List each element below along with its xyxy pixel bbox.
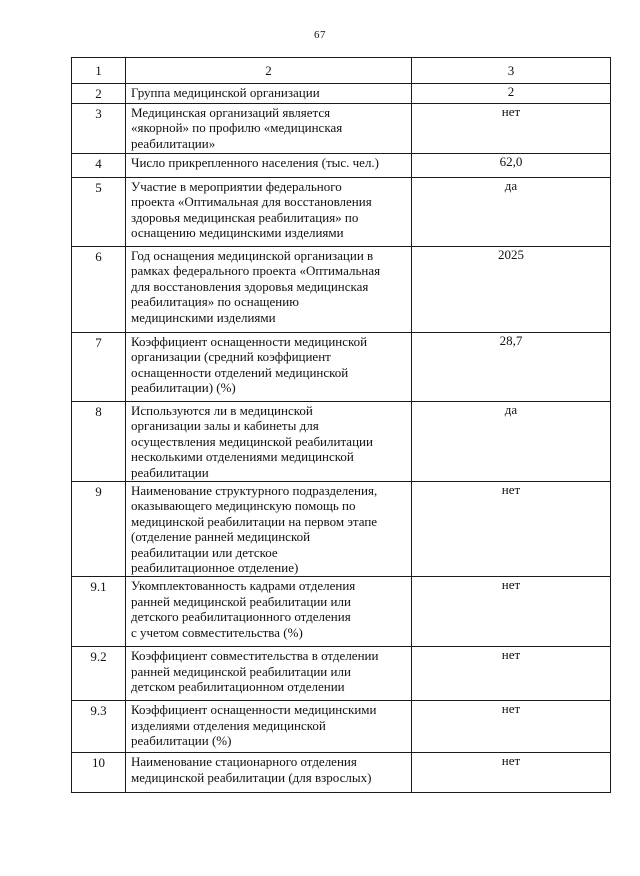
row-number: 5	[72, 178, 126, 247]
table-row	[72, 104, 611, 154]
row-value: нет	[412, 482, 611, 577]
row-number: 8	[72, 402, 126, 482]
row-value: 2025	[412, 247, 611, 333]
row-value: нет	[412, 647, 611, 701]
row-value: 2	[412, 84, 611, 104]
row-number: 10	[72, 753, 126, 793]
table-row	[72, 647, 611, 701]
row-indicator: Наименование структурного подразделения, оказывающего медицинскую помощь по медицинской реабилитации на первом этапе (отделение ранней медицинской реабилитации или детское реабилитационное отделение)	[126, 482, 412, 577]
row-number: 3	[72, 104, 126, 154]
row-indicator: Группа медицинской организации	[126, 84, 412, 104]
row-indicator: Наименование стационарного отделения медицинской реабилитации (для взрослых)	[126, 753, 412, 793]
table-header-row	[72, 58, 611, 84]
row-number: 9.1	[72, 577, 126, 647]
row-number: 9.3	[72, 701, 126, 753]
row-indicator: Коэффициент совместительства в отделении ранней медицинской реабилитации или детском реабилитационном отделении	[126, 647, 412, 701]
row-indicator: Укомплектованность кадрами отделения ранней медицинской реабилитации или детского реабилитационного отделения с учетом совместительства (%)	[126, 577, 412, 647]
row-value: да	[412, 178, 611, 247]
row-value: нет	[412, 104, 611, 154]
header-cell-col-2: 2	[126, 58, 412, 84]
table-row	[72, 178, 611, 247]
row-number: 2	[72, 84, 126, 104]
row-value: нет	[412, 577, 611, 647]
header-cell-col-1: 1	[72, 58, 126, 84]
row-indicator: Участие в мероприятии федерального проекта «Оптимальная для восстановления здоровья медицинская реабилитация» по оснащению медицинскими изделиями	[126, 178, 412, 247]
row-number: 4	[72, 154, 126, 178]
row-indicator: Число прикрепленного населения (тыс. чел.)	[126, 154, 412, 178]
row-indicator: Год оснащения медицинской организации в рамках федерального проекта «Оптимальная для восстановления здоровья медицинская реабилитация» по оснащению медицинскими изделиями	[126, 247, 412, 333]
row-indicator: Коэффициент оснащенности медицинской организации (средний коэффициент оснащенности отделений медицинской реабилитации) (%)	[126, 333, 412, 402]
header-cell-col-3: 3	[412, 58, 611, 84]
row-value: да	[412, 402, 611, 482]
table-row	[72, 84, 611, 104]
row-value: 62,0	[412, 154, 611, 178]
table-row	[72, 753, 611, 793]
row-number: 7	[72, 333, 126, 402]
page-number: 67	[314, 29, 326, 41]
row-number: 6	[72, 247, 126, 333]
table-row	[72, 154, 611, 178]
document-table	[71, 57, 611, 793]
table-row	[72, 247, 611, 333]
row-number: 9.2	[72, 647, 126, 701]
table-row	[72, 482, 611, 577]
table-row	[72, 402, 611, 482]
table-row	[72, 701, 611, 753]
row-value: нет	[412, 753, 611, 793]
table-row	[72, 577, 611, 647]
row-number: 9	[72, 482, 126, 577]
row-indicator: Медицинская организаций является «якорной» по профилю «медицинская реабилитации»	[126, 104, 412, 154]
table-row	[72, 333, 611, 402]
row-indicator: Коэффициент оснащенности медицинскими изделиями отделения медицинской реабилитации (%)	[126, 701, 412, 753]
row-value: нет	[412, 701, 611, 753]
row-indicator: Используются ли в медицинской организации залы и кабинеты для осуществления медицинской реабилитации несколькими отделениями медицинской реабилитации	[126, 402, 412, 482]
row-value: 28,7	[412, 333, 611, 402]
